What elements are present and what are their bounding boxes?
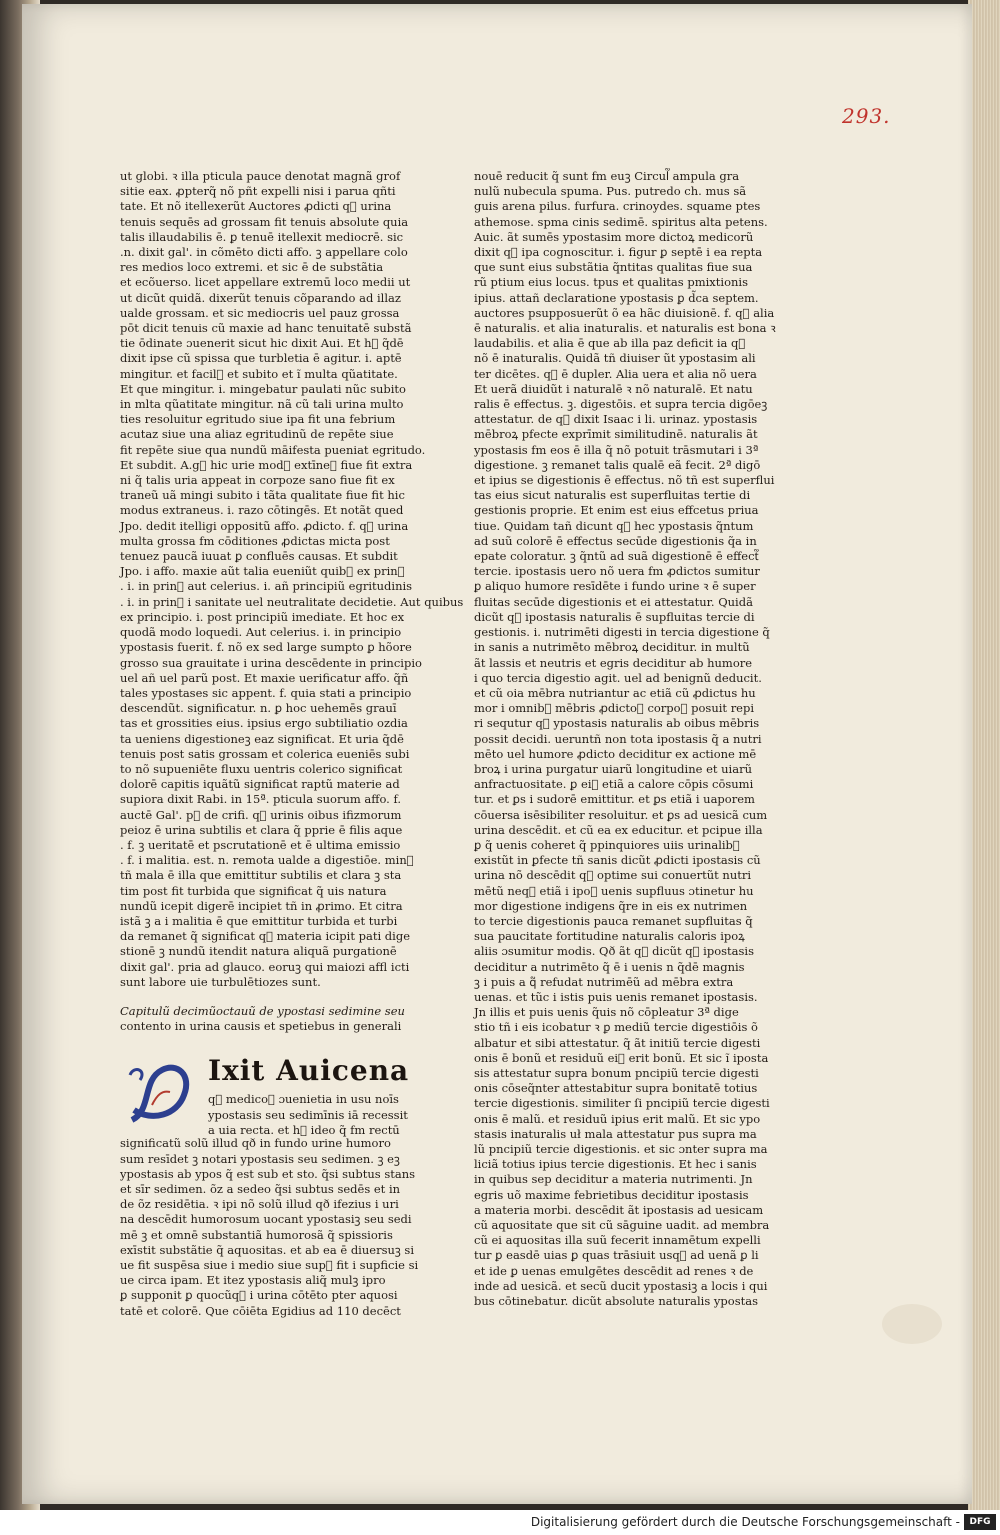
text-line: que sunt eius substãtia q̃ntitas qualitas fiue sua — [474, 260, 753, 275]
text-line: urina descēdit. et cũ ea ex educitur. et pcipue illa — [474, 822, 763, 837]
text-line: nundũ icepit digerē incipiet tñ in ꝓrimo. Et citra — [120, 898, 403, 913]
text-line: de õz residētia. ꝛ ipi nõ solũ illud qð ifezius i uri — [120, 1197, 399, 1212]
text-line: Et que mingitur. i. mingebatur paulati nũc subito — [120, 381, 406, 396]
right-column-lines — [474, 169, 774, 1309]
text-line: .n. dixit gal'. in cõmēto dicti affo. ꝫ appellare colo — [120, 245, 408, 260]
text-line: ꝑ supponit ꝑ quocũq᷑ i urina cōtēto pter aquosi — [120, 1288, 398, 1303]
text-line: tas eius sicut naturalis est superfluitas tertie di — [474, 488, 751, 503]
text-line: tim post fit turbida que significat q̃ uis natura — [120, 883, 387, 898]
text-line: possit decidi. ueruntñ non tota ipostasis q̃ a nutri — [474, 731, 762, 746]
initial-adjacent-lines — [208, 1092, 408, 1138]
text-line: onis ē malũ. et residuũ ipius erit malũ. Et sic ypo — [474, 1111, 761, 1126]
text-line: tenuis sequēs ad grossam fit tenuis absolute quia — [120, 214, 409, 229]
initial-word: Ixit Auicena — [208, 1054, 410, 1088]
text-line: Jn illis et puis uenis q̃uis nõ cōpleatur 3ª dige — [474, 1005, 739, 1020]
text-line: tercie digestionis. similiter ſi pncipiũ tercie digesti — [474, 1096, 770, 1111]
text-line: anfractuositate. ꝑ ei᷑ etiã a calore cōpis cōsumi — [474, 777, 754, 792]
text-line: Auic. ãt sumēs ypostasim more dictoꝝ medicorũ — [474, 229, 754, 244]
text-line: sua paucitate fortitudine naturalis caloris ipoꝝ — [474, 929, 745, 944]
text-line: ē naturalis. et alia inaturalis. et naturalis est bona ꝛ — [474, 321, 776, 336]
text-line: auctores psupposuerũt õ ea hãc diuisionē. f. q᷑ alia — [474, 305, 775, 320]
text-line: et cũ oia mēbra nutriantur ac etiã cũ ꝓdictus hu — [474, 685, 756, 700]
text-line: uel añ uel parũ post. Et maxie uerificatur affo. q̃ñ — [120, 670, 409, 685]
text-line: to tercie digestionis pauca remanet supfluitas q̃ — [474, 913, 753, 928]
text-line: broꝝ i urina purgatur uiarũ longitudine et uiarũ — [474, 761, 752, 776]
text-line: a uia recta. et h᷑ ideo q̃ fm rectū — [208, 1122, 400, 1137]
text-line: multa grossa fm cōditiones ꝓdictas micta post — [120, 533, 390, 548]
text-line: et ide ꝑ uenas emulgētes descēdit ad renes ꝛ de — [474, 1263, 754, 1278]
text-line: grosso sua grauitate i urina descēdente in principio — [120, 655, 422, 670]
decorated-initial-block — [120, 1048, 410, 1136]
text-line: deciditur a nutrimēto q̃ ē i uenis n q̃dē magnis — [474, 959, 745, 974]
text-line: dolorē capitis iquãtũ significat raptũ materie ad — [120, 777, 400, 792]
text-line: egris uõ maxime febrietibus deciditur ipostasis — [474, 1187, 749, 1202]
page-stack-edge — [968, 0, 1000, 1510]
text-line: laudabilis. et alia ē que ab illa paz deficit ia q᷑ — [474, 336, 746, 351]
chapter-heading: Capitulũ decimũoctauũ de ypostasi sedimine seu — [120, 1003, 405, 1018]
text-line: nulũ nubecula spuma. Pus. putredo ch. mus sã — [474, 184, 747, 199]
text-line: tur ꝑ easdē uias ꝑ quas trāsiuit usq᷑ ad uenã ꝑ li — [474, 1248, 759, 1263]
text-line: ãt lassis et neutris et egris deciditur ab humore — [474, 655, 753, 670]
dfg-logo: DFG — [964, 1514, 996, 1530]
text-line: significatũ solũ illud qð in fundo urine humoro — [120, 1136, 391, 1151]
text-line: fluitas secūde digestionis et ei attestatur. Quidã — [474, 594, 753, 609]
text-line: tenuez paucã iuuat ꝑ confluēs causas. Et subdit — [120, 549, 398, 564]
text-line: ypostasis seu sedimīnis iā recessit — [208, 1107, 408, 1122]
text-line: tatē et colorē. Que cōiēta Egidius ad 110 decēct — [120, 1303, 401, 1318]
right-text-column — [474, 169, 774, 1309]
text-line: tie ōdinate ɔuenerit sicut hic dixit Aui. Et h᷑ q̃dē — [120, 336, 404, 351]
text-line: mor i omnib᷑ mēbris ꝓdictoꝝ corpoꝝ posuit repi — [474, 701, 755, 716]
initial-ornament-icon — [122, 1050, 202, 1130]
text-line: ualde grossam. et sic mediocris uel pauz grossa — [120, 305, 400, 320]
text-line: fit repēte siue qua nundũ māifesta pueniat egritudo. — [120, 442, 426, 457]
text-line: ipius. attañ declaratione ypostasis ꝑ d̃ca septem. — [474, 290, 759, 305]
text-line: tenuis post satis grossam et colerica eueniēs subi — [120, 746, 410, 761]
text-line: stionē ꝫ nundũ itendit natura aliquã purgationē — [120, 944, 397, 959]
text-line: ad suũ colorē ē effectus secūde digestionis q̃a in — [474, 533, 757, 548]
text-line: mētũ neq᷑ etiã i ipoꝝ uenis supfluus ɔtinetur hu — [474, 883, 754, 898]
folio-number: 293. — [842, 104, 891, 128]
text-line: ꝑ q̃ uenis coheret q̃ ppinquiores uiis urinalib᷑ — [474, 837, 740, 852]
text-line: uenas. et tũc i istis puis uenis remanet ipostasis. — [474, 989, 758, 1004]
text-line: istã ꝫ a i malitia ē que emittitur turbida et turbi — [120, 913, 398, 928]
text-line: . i. in prin᷑ aut celerius. i. añ principiũ egritudinis — [120, 579, 413, 594]
text-line: dixit q᷑ ipa cognoscitur. i. figur ꝑ septē i ea repta — [474, 245, 763, 260]
text-line: ri sequtur q᷑ ypostasis naturalis ab oibus mēbris — [474, 716, 760, 731]
text-line: to nõ supueniēte fluxu uentris colerico significat — [120, 761, 403, 776]
text-line: sitie eax. ꝓpterq̃ nõ pñt expelli nisi i parua qñti — [120, 184, 396, 199]
book-page — [22, 4, 972, 1504]
text-line: et ipius se digestionis ē effectus. nõ tñ est superflui — [474, 473, 775, 488]
text-line: mor digestione indigens q̃re in eis ex nutrimen — [474, 898, 748, 913]
text-line: gestionis proprie. Et enim est eius effcetus priua — [474, 503, 759, 518]
text-line: . i. in prin᷑ i sanitate uel neutralitate decidetie. Aut quibus — [120, 594, 464, 609]
text-line: urina nõ descēdit q᷑ optime sui conuertũt nutri — [474, 868, 752, 883]
text-line: Jpo. i affo. maxie aũt talia eueniũt quib᷑ ex prin᷑ — [120, 564, 405, 579]
text-line: a materia morbi. descēdit ãt ipostasis ad uesicam — [474, 1202, 764, 1217]
text-line: et ecõuerso. licet appellare extremū loco medii ut — [120, 275, 411, 290]
text-line: ypostasis fm eos ē illa q̃ nõ potuit trāsmutari i 3ª — [474, 442, 759, 457]
text-line: tate. Et nõ itellexerũt Auctores ꝓdicti q᷑ urina — [120, 199, 392, 214]
text-line: Et subdit. A.g᷑ hic urie mod᷑ extīne᷑ fiue fit extra — [120, 457, 413, 472]
text-line: existũt in ꝑfecte tñ sanis dicũt ꝓdicti ipostasis cũ — [474, 853, 761, 868]
text-line: pōt dicit tenuis cũ maxie ad hanc tenuitatē substã — [120, 321, 412, 336]
text-line: cũ ei aquositas illa suũ fecerit innamētum expelli — [474, 1233, 761, 1248]
text-line: stio tñ i eis icobatur ꝛ ꝑ mediũ tercie digestiōis õ — [474, 1020, 758, 1035]
text-line: athemose. spma cinis sedimē. spiritus alta petens. — [474, 214, 768, 229]
text-line: ex principio. i. post principiũ imediate. Et hoc ex — [120, 609, 405, 624]
text-line: ut dicũt quidã. dixerũt tenuis cõparando ad illaz — [120, 290, 401, 305]
text-line: nouē reducit q̃ sunt fm euꝫ Circul᷑ ampula gra — [474, 169, 740, 183]
text-line: mēbroꝝ pfecte exprīmit similitudinē. naturalis ãt — [474, 427, 758, 442]
text-line: da remanet q̃ significat q᷑ materia icipit pati dige — [120, 929, 410, 944]
text-line: cũ aquositate que sit cũ sāguine uadit. ad membra — [474, 1218, 770, 1233]
text-line: talis illaudabilis ē. ꝑ tenuē itellexit mediocrē. sic — [120, 229, 404, 244]
text-line: ta ueniens digestioneꝫ eaz significat. Et uria q̃dē — [120, 731, 404, 746]
text-line: q᷑ medicoꝫ ɔuenietia in usu noīs — [208, 1092, 399, 1107]
text-line: mēto uel humore ꝓdicto deciditur ex actione mē — [474, 746, 757, 761]
text-line: ut globi. ꝛ illa pticula pauce denotat magnã grof — [120, 169, 401, 183]
text-line: stasis inaturalis uł mala attestatur pus supra ma — [474, 1126, 757, 1141]
text-line: sum resīdet ꝫ notari ypostasis seu sedimen. ꝫ eꝫ — [120, 1151, 400, 1166]
text-line: inde ad uesicã. et secũ ducit ypostasiꝫ a locis i qui — [474, 1278, 768, 1293]
text-line: rũ ptium eius locus. tpus et qualitas pmixtionis — [474, 275, 748, 290]
text-line: guis arena pilus. furfura. crinoydes. squame ptes — [474, 199, 761, 214]
text-line: ni q̃ talis uria appeat in corpoze sano fiue fit ex — [120, 473, 395, 488]
text-line: ralis ē effectus. ꝫ. digestōis. et supra tercia digōeꝫ — [474, 397, 768, 412]
text-line: lũ pncipiũ tercie digestionis. et sic ɔnter supra ma — [474, 1142, 768, 1156]
text-line: onis cōseq̃nter attestabitur supra bonitatē totius — [474, 1081, 758, 1096]
text-line: auctē Gal'. p᷑ de crifi. q᷑ urinis oibus ifizmorum — [120, 807, 402, 822]
text-line: tur. et ꝑs i sudorē emittitur. et ꝑs etiã i uaporem — [474, 792, 755, 807]
text-line: i quo tercia digestio agit. uel ad benignũ deducit. — [474, 670, 762, 685]
text-line: gestionis. i. nutrimēti digesti in tercia digestione q̃ — [474, 625, 770, 640]
text-line: quodã modo loquedi. Aut celerius. i. in principio — [120, 625, 402, 640]
text-line: tales ypostases sic appent. f. quia stati a principio — [120, 685, 412, 700]
text-line: ue circa ipam. Et itez ypostasis aliq̃ mulꝫ ipro — [120, 1273, 386, 1288]
text-line: ue fit suspēsa siue i medio siue sup᷑ fit i supficie si — [120, 1258, 419, 1272]
text-line: descendũt. significatur. n. ꝑ hoc uehemēs grauī — [120, 701, 397, 716]
text-line: digestione. ꝫ remanet talis qualē eã fecit. 2ª digō — [474, 457, 761, 472]
text-line: na descēdit humorosum uocant ypostasiꝫ seu sedi — [120, 1212, 412, 1227]
text-line: in sanis a nutrimēto mēbroꝝ deciditur. in multũ — [474, 640, 750, 655]
text-line: epate coloratur. ꝫ q̃ntũ ad suã digestionē ē effect᷑ — [474, 549, 759, 564]
text-line: ypostasis ab ypos q̃ est sub et sto. q̃si subtus stans — [120, 1166, 416, 1181]
text-line: ꝫ i puis a q᷑ refudat nutrimēũ ad mēbra extra — [474, 974, 734, 989]
text-line: dixit ipse cũ spissa que turbletia ē agitur. i. aptē — [120, 351, 402, 366]
text-line: in quibus sep deciditur a materia nutrimenti. Jn — [474, 1172, 753, 1187]
text-line: traneũ uã mingi subito i tãta qualitate fiue fit hic — [120, 488, 405, 503]
text-line: . f. i malitia. est. n. remota ualde a digestiōe. min᷑ — [120, 853, 414, 868]
text-line: acutaz siue una aliaz egritudinũ de repēte siue — [120, 427, 394, 442]
text-line: sunt labore uie turbulētiozes sunt. — [120, 974, 321, 989]
text-line: bus cōtinebatur. dicũt absolute naturalis ypostas — [474, 1294, 758, 1309]
chapter-heading-line-2: contento in urina causis et spetiebus in generali — [120, 1019, 402, 1034]
text-line: tas et grossities eius. ipsius ergo subtiliatio ozdia — [120, 716, 408, 731]
text-line: ypostasis fuerit. f. nõ ex sed large sumpto ꝑ hõore — [120, 640, 412, 655]
text-line: tiue. Quidam tañ dicunt q᷑ hec ypostasis q̃ntum — [474, 518, 754, 533]
text-line: tercie. ipostasis uero nõ uera fm ꝓdictos sumitur — [474, 564, 760, 579]
text-line: peioz ē urina subtilis et clara q̃ pprie ē filis aque — [120, 822, 403, 837]
text-line: . f. ꝫ ueritatē et pscrutationē et ē ultima emissio — [120, 837, 401, 852]
text-line: dicũt q᷑ ipostasis naturalis ē supfluitas tercie di — [474, 609, 755, 624]
text-line: Et uerã diuidũt i naturalē ꝛ nõ naturalē. Et natu — [474, 381, 753, 396]
text-line: attestatur. de q᷑ dixit Isaac i li. urinaz. ypostasis — [474, 412, 758, 427]
text-line: albatur et sibi attestatur. q̃ ãt initiũ tercie digesti — [474, 1035, 761, 1050]
text-line: liciã totius ipius tercie digestionis. Et hec i sanis — [474, 1157, 757, 1172]
text-line: et sīr sedimen. õz a sedeo q̃si subtus sedēs et in — [120, 1181, 401, 1196]
footer-credit-text: Digitalisierung gefördert durch die Deutsche Forschungsgemeinschaft - — [530, 1515, 960, 1529]
text-line: dixit gal'. pria ad glauco. eoruꝫ qui maiozi affl icti — [120, 959, 410, 974]
text-line: ter dicētes. q᷑ ē dupler. Alia uera et alia nõ uera — [474, 366, 757, 381]
text-line: cōuersa isēsibiliter resoluitur. et ꝑs ad uesicã cum — [474, 807, 768, 822]
text-line: supiora dixit Rabi. in 15ª. pticula suorum affo. f. — [120, 792, 401, 807]
left-text-column — [120, 169, 464, 1319]
text-line: ꝑ aliquo humore resīdēte i fundo urine ꝛ ē super — [474, 579, 756, 594]
text-line: aliis ɔsumitur modis. Qð ãt q᷑ dicũt q᷑ ipostasis — [474, 944, 755, 959]
text-line: sis attestatur supra bonum pncipiũ tercie digesti — [474, 1065, 759, 1080]
text-line: exīstit substãtie q̃ aquositas. et ab ea ē diuersuꝫ si — [120, 1242, 414, 1257]
text-line: res medios loco extremi. et sic ē de substãtia — [120, 260, 384, 275]
paper-stain — [882, 1304, 942, 1344]
text-line: mē ꝫ et omnē substantiã humorosã q̃ spissioris — [120, 1227, 393, 1242]
footer-bar — [0, 1510, 1000, 1535]
text-line: mingitur. et facil᷑ et subito et ĩ multa qũatitate. — [120, 366, 398, 381]
left-column-lines-before — [120, 169, 464, 990]
text-line: tñ mala ē illa que emittitur subtilis et clara ꝫ sta — [120, 868, 402, 883]
text-line: Jpo. dedit itelligi oppositũ affo. ꝓdicto. f. q᷑ urina — [120, 518, 409, 533]
text-line: onis ē bonũ et residuũ ei᷑ erit bonũ. Et sic ĩ iposta — [474, 1050, 769, 1065]
left-column-lines-after — [120, 1136, 419, 1318]
text-line: in mlta qũatitate mingitur. nã cũ tali urina multo — [120, 397, 404, 412]
text-line: ties resoluitur egritudo siue ipa fit una febrium — [120, 412, 396, 427]
text-line: modus extraneus. i. razo cōtingēs. Et notãt qued — [120, 503, 404, 518]
text-line: nõ ē inaturalis. Quidã tñ diuiser ũt ypostasim ali — [474, 351, 756, 366]
